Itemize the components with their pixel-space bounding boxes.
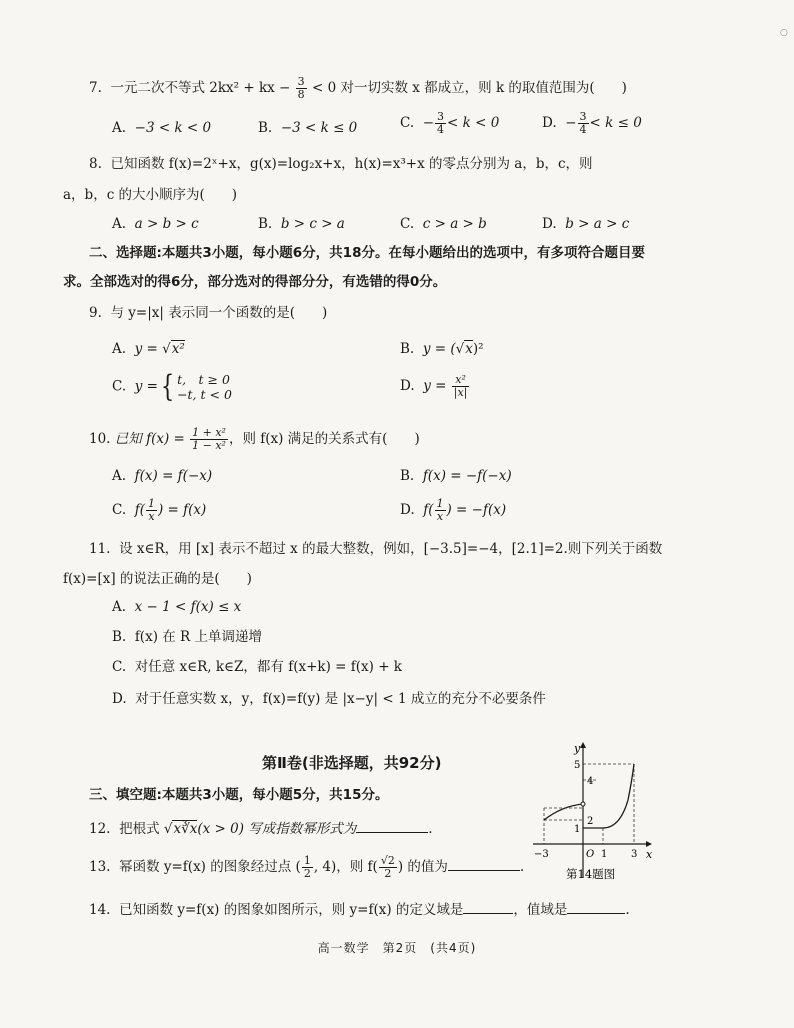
question-13: 13. 幂函数 y=f(x) 的图象经过点 ( $\frac{1}{2}$ , 4)，则 f( $\frac{√2}{2}$ ) 的值为 .	[89, 854, 525, 880]
q8-option-a[interactable]: A. a > b > c	[112, 216, 199, 232]
q10-option-c[interactable]: C. f( $\frac{1}{x}$ ) = f(x)	[112, 497, 207, 523]
q7-option-c[interactable]: C. − $\frac{3}{4}$ < k < 0	[400, 110, 500, 136]
q8-option-d[interactable]: D. b > a > c	[542, 216, 630, 232]
question-9-stem: 9. 与 y=|x| 表示同一个函数的是( )	[89, 305, 328, 321]
q11-option-c[interactable]: C. 对任意 x∈R, k∈Z，都有 f(x+k) = f(x) + k	[112, 659, 402, 675]
q9-option-a[interactable]: A. y = √x²	[112, 341, 185, 357]
q14-open-point	[581, 802, 585, 806]
y-tick-5: 5	[574, 760, 581, 771]
page-footer: 高一数学 第2页 (共4页)	[317, 941, 477, 955]
x-axis-label: x	[646, 848, 653, 861]
y-tick-4: 4	[587, 776, 594, 787]
y-axis-label: y	[574, 742, 581, 755]
section-2-heading-line2: 求。全部选对的得6分，部分选对的得部分分，有选错的得0分。	[63, 274, 447, 290]
section-2-heading-line1: 二、选择题:本题共3小题，每小题6分，共18分。在每小题给出的选项中，有多项符合题目要	[89, 245, 645, 261]
q14-range-blank[interactable]	[567, 899, 625, 914]
q14-curve-left	[544, 804, 583, 820]
edge-mark: ○	[780, 28, 788, 38]
q11-option-d[interactable]: D. 对于任意实数 x，y，f(x)=f(y) 是 |x−y| < 1 成立的充分不必要条件	[112, 691, 546, 707]
q7-option-b[interactable]: B. −3 < k ≤ 0	[258, 120, 358, 136]
question-12: 12. 把根式 √x∛x(x > 0) 写成指数幂形式为 .	[89, 818, 433, 838]
q7-option-d[interactable]: D. − $\frac{3}{4}$ < k ≤ 0	[542, 110, 642, 136]
q10-option-b[interactable]: B. f(x) = −f(−x)	[400, 468, 512, 484]
x-tick-neg3: −3	[534, 849, 549, 860]
y-tick-1: 1	[574, 824, 581, 835]
q13-answer-blank[interactable]	[448, 856, 520, 871]
q7-option-a[interactable]: A. −3 < k < 0	[112, 120, 212, 136]
q9-option-c[interactable]: C. y ={ t, t ≥ 0 −t, t < 0	[112, 369, 232, 404]
figure-caption: 第14题图	[566, 867, 616, 881]
y-axis-arrow	[580, 742, 586, 748]
q11-option-a[interactable]: A. x − 1 < f(x) ≤ x	[112, 599, 242, 615]
part-2-title: 第Ⅱ卷(非选择题，共92分)	[262, 754, 442, 772]
q14-domain-blank[interactable]	[463, 899, 513, 914]
section-3-heading: 三、填空题:本题共3小题，每小题5分，共15分。	[89, 787, 389, 803]
origin-label: O	[586, 849, 595, 860]
q14-figure	[528, 740, 658, 885]
q9-option-d[interactable]: D. y = $\frac{\text{x²}}{|x|}$	[400, 373, 468, 399]
x-tick-3: 3	[631, 849, 638, 860]
q8-option-b[interactable]: B. b > c > a	[258, 216, 345, 232]
question-11-line2: f(x)=[x] 的说法正确的是( )	[63, 571, 252, 587]
x-tick-1: 1	[601, 849, 608, 860]
question-8-line1: 8. 已知函数 f(x)=2ˣ+x，g(x)=log₂x+x，h(x)=x³+x 的零点分别为 a，b，c，则	[89, 156, 593, 172]
q10-option-a[interactable]: A. f(x) = f(−x)	[112, 468, 213, 484]
question-7-stem: 7. 一元二次不等式 2kx² + kx − $\frac{3}{8}$ < 0 对一切实数 x 都成立，则 k 的取值范围为( )	[89, 75, 627, 101]
y-tick-2: 2	[587, 816, 594, 827]
q8-option-c[interactable]: C. c > a > b	[400, 216, 487, 232]
question-10-stem: 10. 已知 f(x) = $\frac{\text{1 + x²}}{\text{1 − x²}}$ ，则 f(x) 满足的关系式有( )	[89, 426, 420, 452]
question-14: 14. 已知函数 y=f(x) 的图象如图所示，则 y=f(x) 的定义域是 ，值域是 .	[89, 899, 630, 919]
question-11-line1: 11. 设 x∈R，用 [x] 表示不超过 x 的最大整数，例如，[−3.5]=−4，[2.1]=2.则下列关于函数	[89, 541, 663, 557]
q10-option-d[interactable]: D. f( $\frac{1}{x}$ ) = −f(x)	[400, 497, 507, 523]
q9-option-b[interactable]: B. y = (√x)²	[400, 341, 484, 357]
q12-answer-blank[interactable]	[356, 818, 428, 833]
x-axis-arrow	[646, 841, 652, 847]
q11-option-b[interactable]: B. f(x) 在 R 上单调递增	[112, 629, 262, 645]
question-8-line2: a，b，c 的大小顺序为( )	[63, 187, 238, 203]
q7-fraction: $\frac{3}{8}$	[297, 75, 305, 101]
